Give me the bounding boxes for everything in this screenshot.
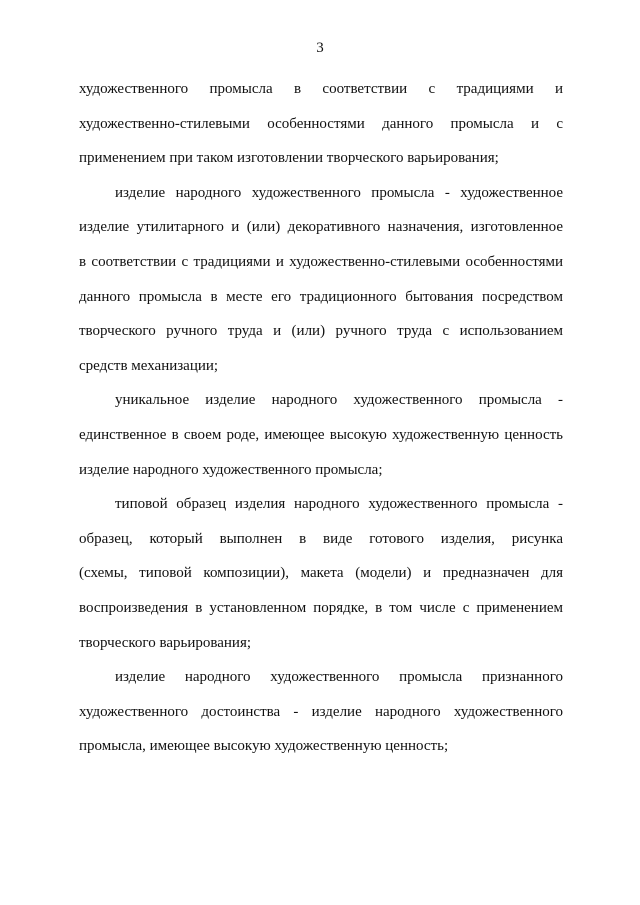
text-line: воспроизведения в установленном порядке, в том числе с применением <box>79 599 563 616</box>
text-line: образец, который выполнен в виде готового изделия, рисунка <box>79 530 563 547</box>
text-line: художественного достоинства - изделие народного художественного <box>79 703 563 720</box>
paragraph <box>79 176 563 384</box>
text-line: изделие народного художественного промысла - художественное <box>115 184 563 201</box>
text-line: типовой образец изделия народного художественного промысла - <box>115 496 563 513</box>
document-body <box>79 72 563 764</box>
text-line: данного промысла в месте его традиционного бытования посредством <box>79 288 563 305</box>
text-line: творческого варьирования; <box>79 634 252 651</box>
paragraph <box>79 487 563 660</box>
text-line: творческого ручного труда и (или) ручного труда с использованием <box>79 323 563 340</box>
text-line: промысла, имеющее высокую художественную ценность; <box>79 738 449 755</box>
text-line: изделие народного художественного промысла; <box>79 461 383 478</box>
paragraph <box>79 383 563 487</box>
text-line: единственное в своем роде, имеющее высокую художественную ценность <box>79 426 563 443</box>
text-line: изделие народного художественного промысла признанного <box>115 669 563 686</box>
text-line: в соответствии с традициями и художественно-стилевыми особенностями <box>79 253 563 270</box>
text-line: применением при таком изготовлении творческого варьирования; <box>79 150 499 167</box>
text-line: художественно-стилевыми особенностями данного промысла и с <box>79 115 563 132</box>
text-line: уникальное изделие народного художественного промысла - <box>115 392 563 409</box>
text-line: художественного промысла в соответствии с традициями и <box>79 81 563 97</box>
paragraph <box>79 72 563 176</box>
paragraph <box>79 660 563 764</box>
text-line: (схемы, типовой композиции), макета (модели) и предназначен для <box>79 565 563 582</box>
text-line: изделие утилитарного и (или) декоративного назначения, изготовленное <box>79 219 563 236</box>
text-line: средств механизации; <box>79 357 219 374</box>
page-number: 3 <box>316 40 324 56</box>
